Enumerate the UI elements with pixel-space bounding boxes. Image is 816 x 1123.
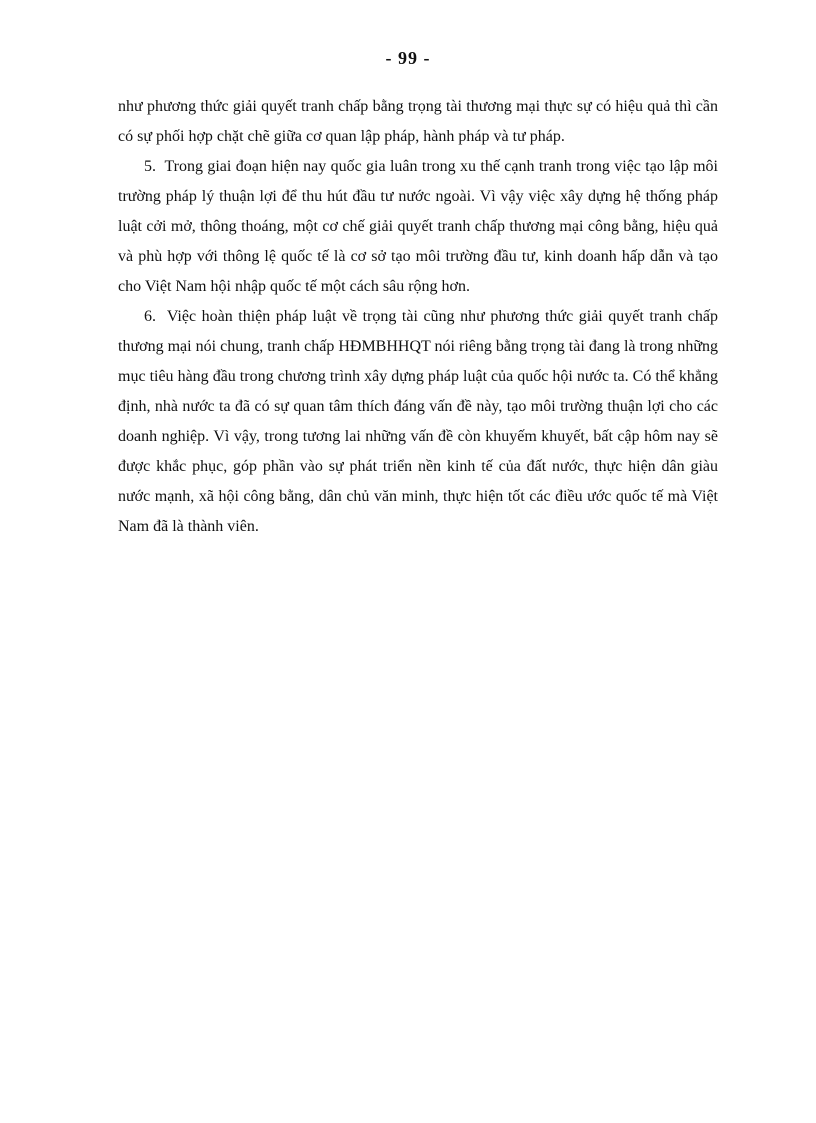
paragraph-text: Việc hoàn thiện pháp luật về trọng tài cũng như phương thức giải quyết tranh chấp thương mại nói chung, tranh chấp HĐMBHHQT nói riêng bằng trọng tài đang là trong những mục tiêu hàng đầu trong chương trình xây dựng pháp luật của quốc hội nước ta. Có thể khẳng định, nhà nước ta đã có sự quan tâm thích đáng vấn đề này, tạo môi trường thuận lợi cho các doanh nghiệp. Vì vậy, trong tương lai những vấn đề còn khuyếm khuyết, bất cập hôm nay sẽ được khắc phục, góp phần vào sự phát triển nền kinh tế của đất nước, thực hiện dân giàu nước mạnh, xã hội công bằng, dân chủ văn minh, thực hiện tốt các điều ước quốc tế mà Việt Nam đã là thành viên. — [118, 308, 718, 535]
paragraph-text: như phương thức giải quyết tranh chấp bằng trọng tài thương mại thực sự có hiệu quả thì cần có sự phối hợp chặt chẽ giữa cơ quan lập pháp, hành pháp và tư pháp. — [118, 98, 718, 145]
paragraph-number: 6. — [144, 308, 156, 325]
paragraph-continuation — [118, 92, 718, 152]
paragraph-item-6 — [118, 302, 718, 542]
paragraph-text: Trong giai đoạn hiện nay quốc gia luân trong xu thế cạnh tranh trong việc tạo lập môi trường pháp lý thuận lợi để thu hút đầu tư nước ngoài. Vì vậy việc xây dựng hệ thống pháp luật cởi mở, thông thoáng, một cơ chế giải quyết tranh chấp thương mại công bằng, hiệu quả và phù hợp với thông lệ quốc tế là cơ sở tạo môi trường đầu tư, kinh doanh hấp dẫn và tạo cho Việt Nam hội nhập quốc tế một cách sâu rộng hơn. — [118, 158, 718, 295]
paragraph-item-5 — [118, 152, 718, 302]
page-number: - 99 - — [385, 48, 431, 68]
paragraph-number: 5. — [144, 158, 156, 175]
document-body — [118, 92, 718, 542]
